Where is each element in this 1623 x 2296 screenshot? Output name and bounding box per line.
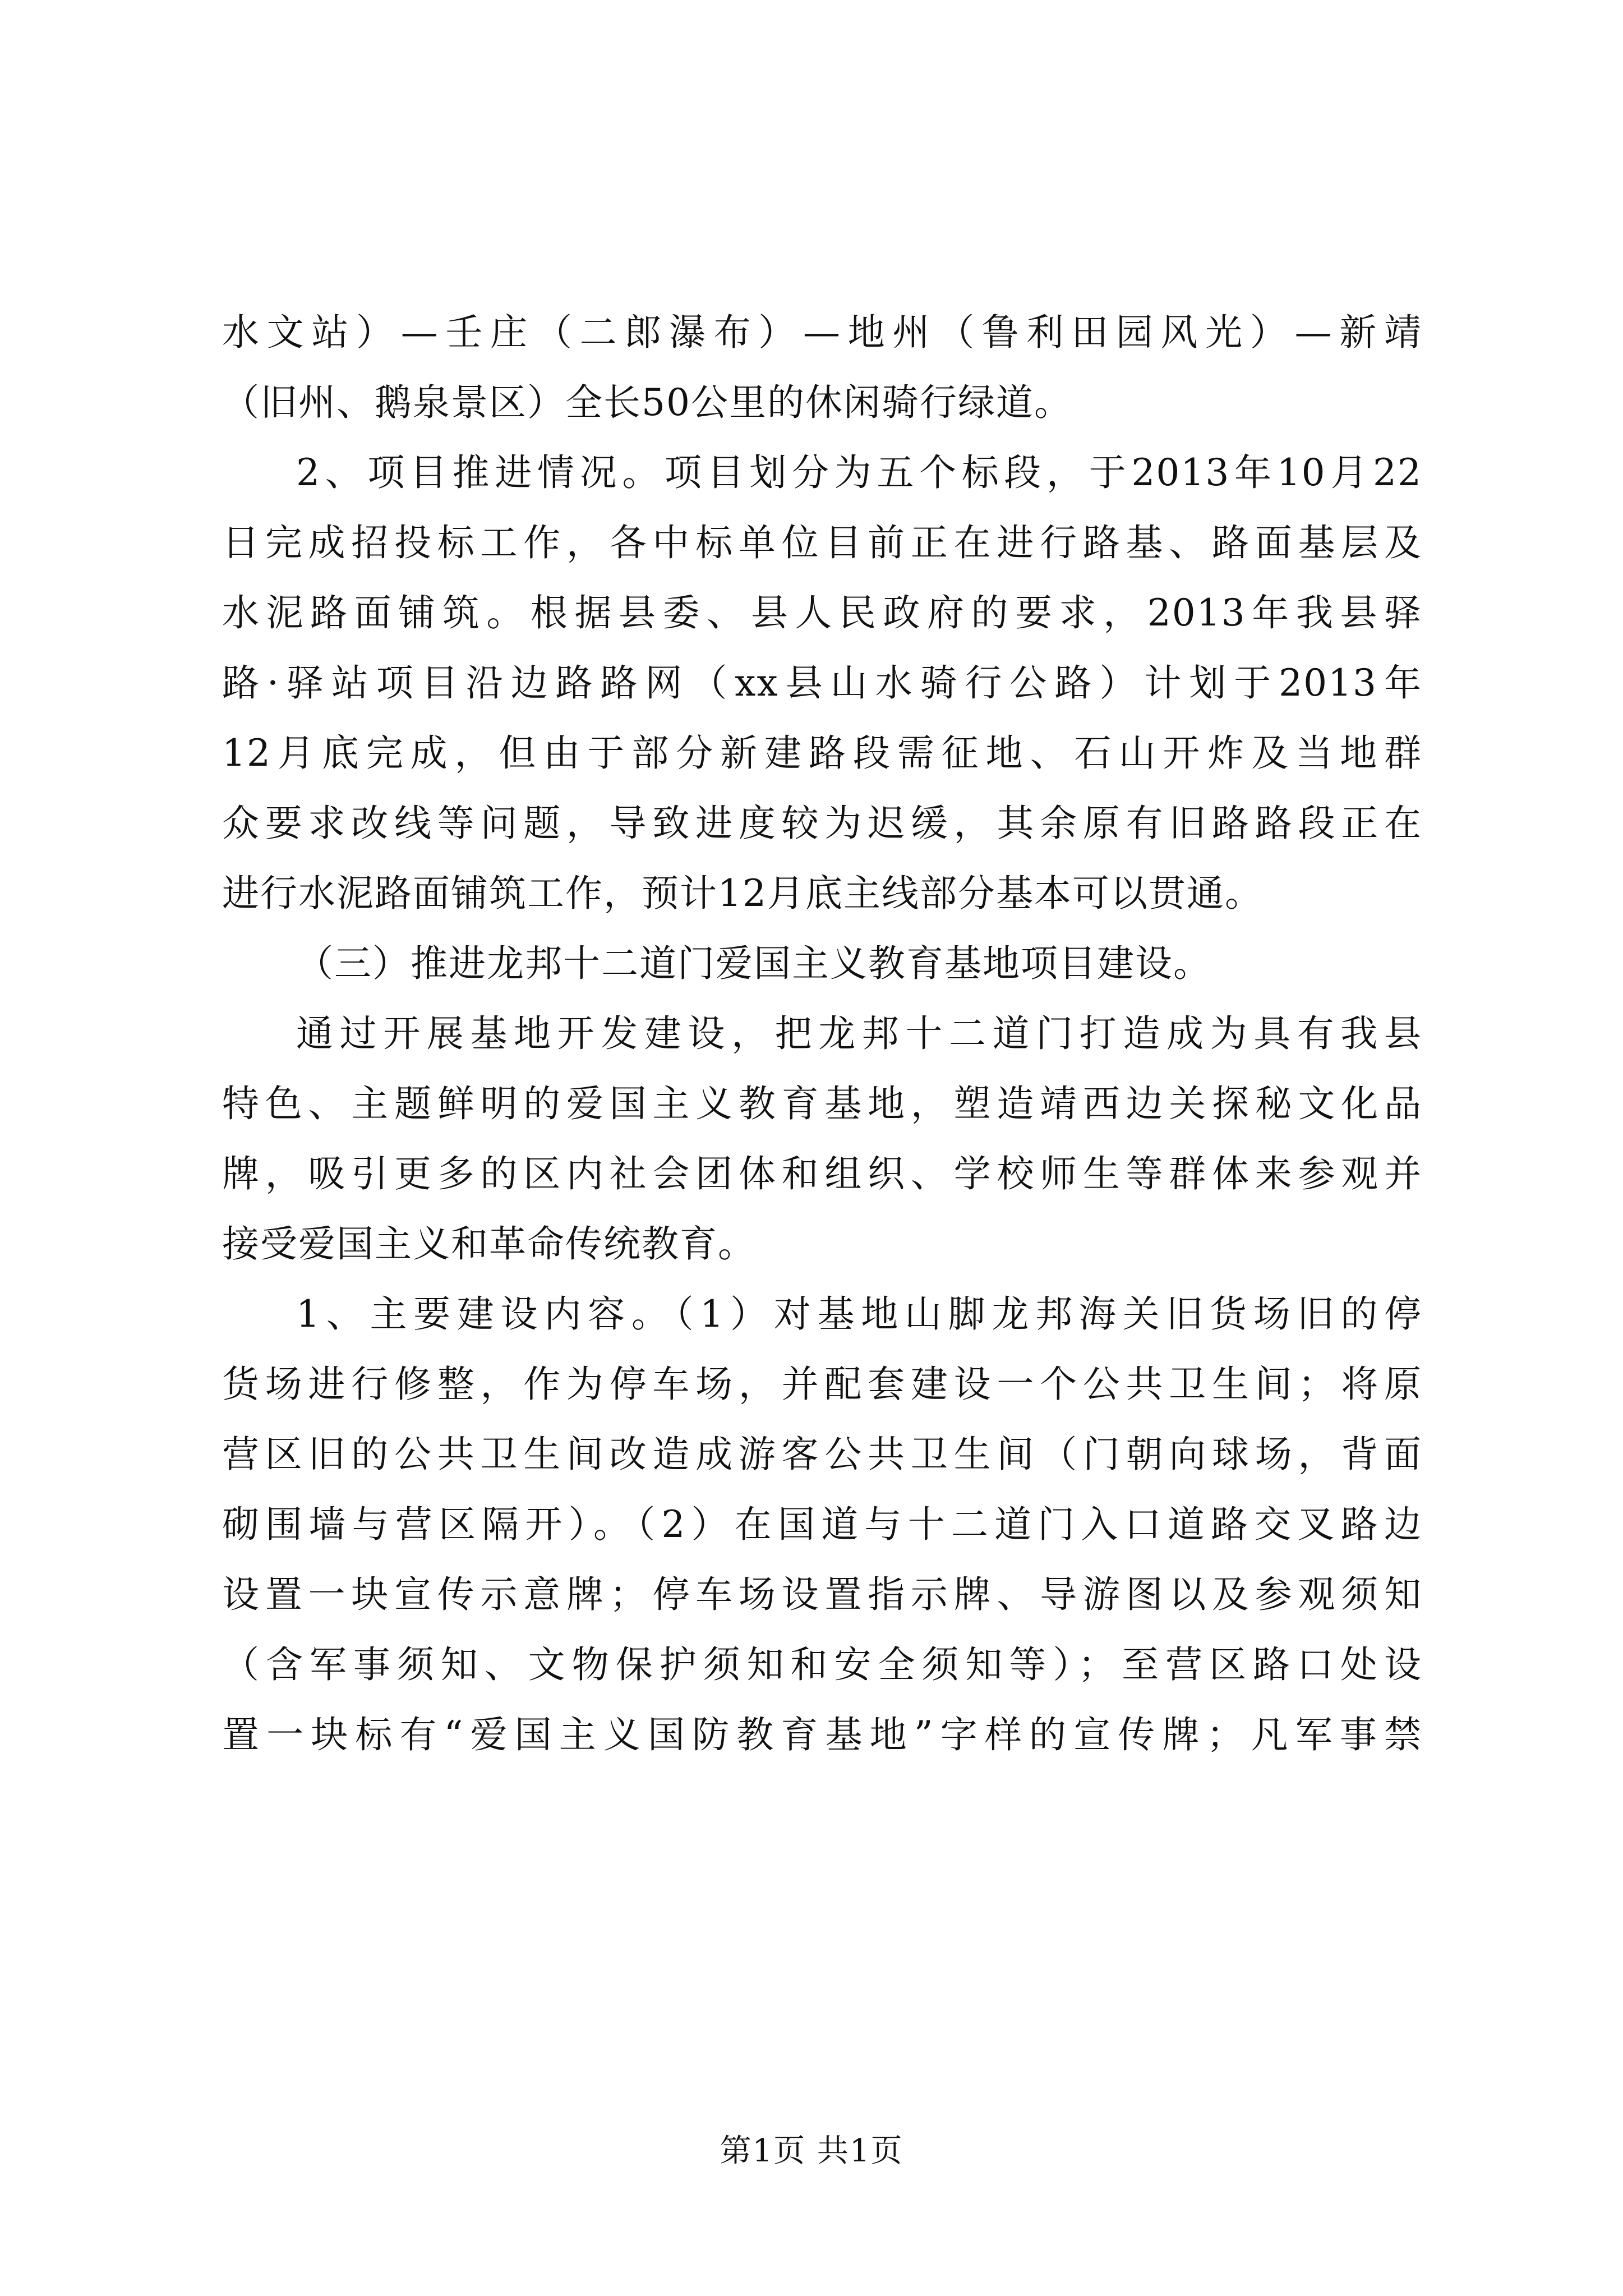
- text-line: 水泥路面铺筑。根据县委、县人民政府的要求，2013年我县驿: [222, 591, 1422, 634]
- text-line: 1、主要建设内容。（1）对基地山脚龙邦海关旧货场旧的停: [296, 1292, 1422, 1336]
- text-line: 设置一块宣传示意牌；停车场设置指示牌、导游图以及参观须知: [222, 1573, 1422, 1616]
- text-line: 牌，吸引更多的区内社会团体和组织、学校师生等群体来参观并: [222, 1152, 1422, 1195]
- text-line: （旧州、鹅泉景区）全长50公里的休闲骑行绿道。: [222, 381, 1072, 424]
- text-line: 砌围墙与营区隔开）。（2）在国道与十二道门入口道路交叉路边: [222, 1503, 1422, 1546]
- text-line: 货场进行修整，作为停车场，并配套建设一个公共卫生间；将原: [222, 1363, 1422, 1406]
- text-line: 2、项目推进情况。项目划分为五个标段，于2013年10月22: [296, 451, 1422, 494]
- text-line: 接受爱国主义和革命传统教育。: [222, 1222, 756, 1266]
- text-line: 营区旧的公共卫生间改造成游客公共卫生间（门朝向球场，背面: [222, 1433, 1422, 1476]
- text-line: 日完成招投标工作，各中标单位目前正在进行路基、路面基层及: [222, 521, 1422, 564]
- page-footer: 第1页 共1页: [720, 2133, 903, 2169]
- text-line: 进行水泥路面铺筑工作，预计12月底主线部分基本可以贯通。: [222, 872, 1263, 915]
- text-line: 路·驿站项目沿边路路网（xx县山水骑行公路）计划于2013年: [222, 661, 1422, 705]
- text-line: 众要求改线等问题，导致进度较为迟缓，其余原有旧路路段正在: [222, 802, 1422, 845]
- text-line: 置一块标有“爱国主义国防教育基地”字样的宣传牌；凡军事禁: [222, 1713, 1422, 1756]
- text-line: 特色、主题鲜明的爱国主义教育基地，塑造靖西边关探秘文化品: [222, 1082, 1422, 1125]
- text-line: （含军事须知、文物保护须知和安全须知等）；至营区路口处设: [222, 1643, 1422, 1686]
- text-line: 12月底完成，但由于部分新建路段需征地、石山开炸及当地群: [222, 731, 1422, 775]
- text-line: 通过开展基地开发建设，把龙邦十二道门打造成为具有我县: [296, 1012, 1422, 1055]
- text-line: 水文站）—壬庄（二郎瀑布）—地州（鲁利田园风光）—新靖: [222, 311, 1422, 354]
- section-heading: （三）推进龙邦十二道门爱国主义教育基地项目建设。: [296, 942, 1211, 985]
- document-body: [222, 297, 1422, 1770]
